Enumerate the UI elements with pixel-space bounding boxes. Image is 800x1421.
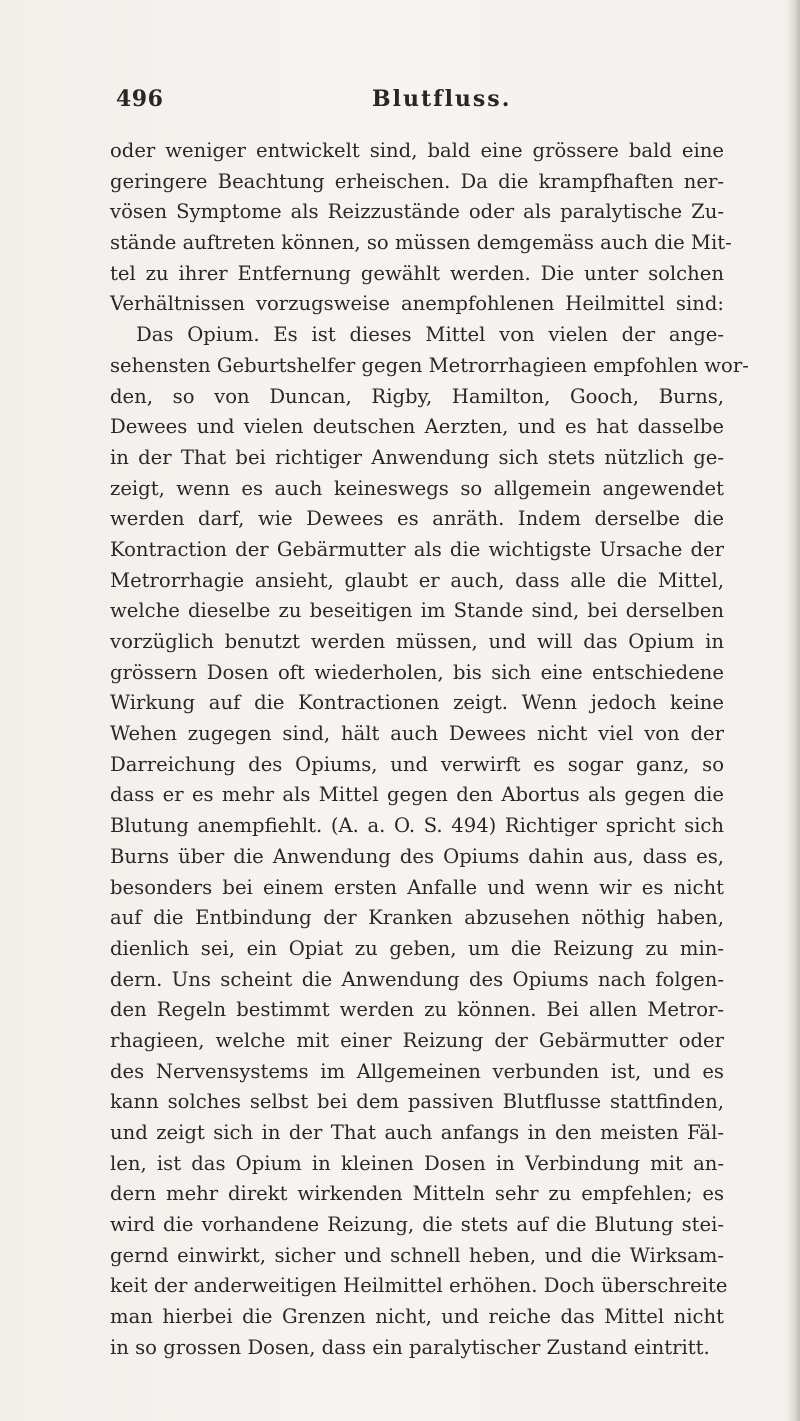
text-line: Kontraction der Gebärmutter als die wichtigste Ursache der: [110, 537, 724, 561]
running-head: [110, 86, 710, 116]
text-line: dern. Uns scheint die Anwendung des Opiums nach folgen-: [110, 967, 724, 991]
text-line: und zeigt sich in der That auch anfangs in den meisten Fäl-: [110, 1121, 724, 1144]
body-text: [110, 136, 749, 1364]
text-line: zeigt, wenn es auch keineswegs so allgemein angewendet: [110, 476, 724, 500]
text-line: sehensten Geburtshelfer gegen Metrorrhagieen empfohlen wor-: [110, 353, 749, 377]
text-line: grössern Dosen oft wiederholen, bis sich eine entschiedene: [110, 660, 724, 684]
text-line: rhagieen, welche mit einer Reizung der Gebärmutter oder: [110, 1028, 724, 1052]
text-line: in so grossen Dosen, dass ein paralytischer Zustand eintritt.: [110, 1335, 710, 1359]
text-line: stände auftreten können, so müssen demgemäss auch die Mit-: [110, 231, 732, 255]
text-line: wird die vorhandene Reizung, die stets auf die Blutung stei-: [110, 1213, 724, 1237]
text-line: Das Opium. Es ist dieses Mittel von vielen der ange-: [136, 323, 724, 347]
text-line: welche dieselbe zu beseitigen im Stande sind, bei derselben: [110, 599, 724, 623]
text-line: dern mehr direkt wirkenden Mitteln sehr zu empfehlen; es: [110, 1182, 724, 1206]
text-line: Wirkung auf die Kontractionen zeigt. Wenn jedoch keine: [110, 691, 724, 715]
text-line: dass er es mehr als Mittel gegen den Abortus als gegen die: [110, 783, 724, 807]
text-line: geringere Beachtung erheischen. Da die krampfhaften ner-: [110, 169, 724, 193]
text-line: vorzüglich benutzt werden müssen, und will das Opium in: [110, 630, 724, 653]
page-edge-shadow: [786, 0, 800, 1421]
text-line: den, so von Duncan, Rigby, Hamilton, Gooch, Burns,: [110, 384, 724, 408]
text-line: Metrorrhagie ansieht, glaubt er auch, dass alle die Mittel,: [110, 568, 724, 592]
running-title: Blutfluss.: [372, 86, 512, 112]
text-line: oder weniger entwickelt sind, bald eine grössere bald eine: [110, 139, 724, 162]
text-line: auf die Entbindung der Kranken abzusehen nöthig haben,: [110, 906, 724, 930]
text-line: Darreichung des Opiums, und verwirft es sogar ganz, so: [110, 752, 724, 776]
text-line: des Nervensystems im Allgemeinen verbunden ist, und es: [110, 1059, 724, 1083]
text-line: keit der anderweitigen Heilmittel erhöhen. Doch überschreite: [110, 1274, 728, 1298]
text-line: in der That bei richtiger Anwendung sich stets nützlich ge-: [110, 445, 724, 469]
text-line: tel zu ihrer Entfernung gewählt werden. Die unter solchen: [110, 261, 724, 285]
text-line: werden darf, wie Dewees es anräth. Indem derselbe die: [110, 507, 724, 531]
text-line: gernd einwirkt, sicher und schnell heben, und die Wirksam-: [110, 1243, 724, 1267]
text-line: den Regeln bestimmt werden zu können. Bei allen Metror-: [110, 998, 724, 1022]
text-line: Burns über die Anwendung des Opiums dahin aus, dass es,: [110, 844, 724, 868]
text-line: besonders bei einem ersten Anfalle und wenn wir es nicht: [110, 875, 724, 899]
text-line: Blutung anempfiehlt. (A. a. O. S. 494) Richtiger spricht sich: [110, 814, 724, 838]
text-line: Verhältnissen vorzugsweise anempfohlenen Heilmittel sind:: [110, 292, 724, 316]
text-line: kann solches selbst bei dem passiven Blutflusse stattfinden,: [110, 1090, 724, 1114]
text-line: dienlich sei, ein Opiat zu geben, um die Reizung zu min-: [110, 936, 724, 960]
text-line: man hierbei die Grenzen nicht, und reiche das Mittel nicht: [110, 1305, 724, 1329]
text-line: Dewees und vielen deutschen Aerzten, und es hat dasselbe: [110, 415, 724, 439]
text-line: Wehen zugegen sind, hält auch Dewees nicht viel von der: [110, 722, 724, 746]
text-line: len, ist das Opium in kleinen Dosen in Verbindung mit an-: [110, 1151, 724, 1175]
page-number: 496: [116, 86, 164, 112]
text-line: vösen Symptome als Reizzustände oder als paralytische Zu-: [110, 200, 724, 224]
